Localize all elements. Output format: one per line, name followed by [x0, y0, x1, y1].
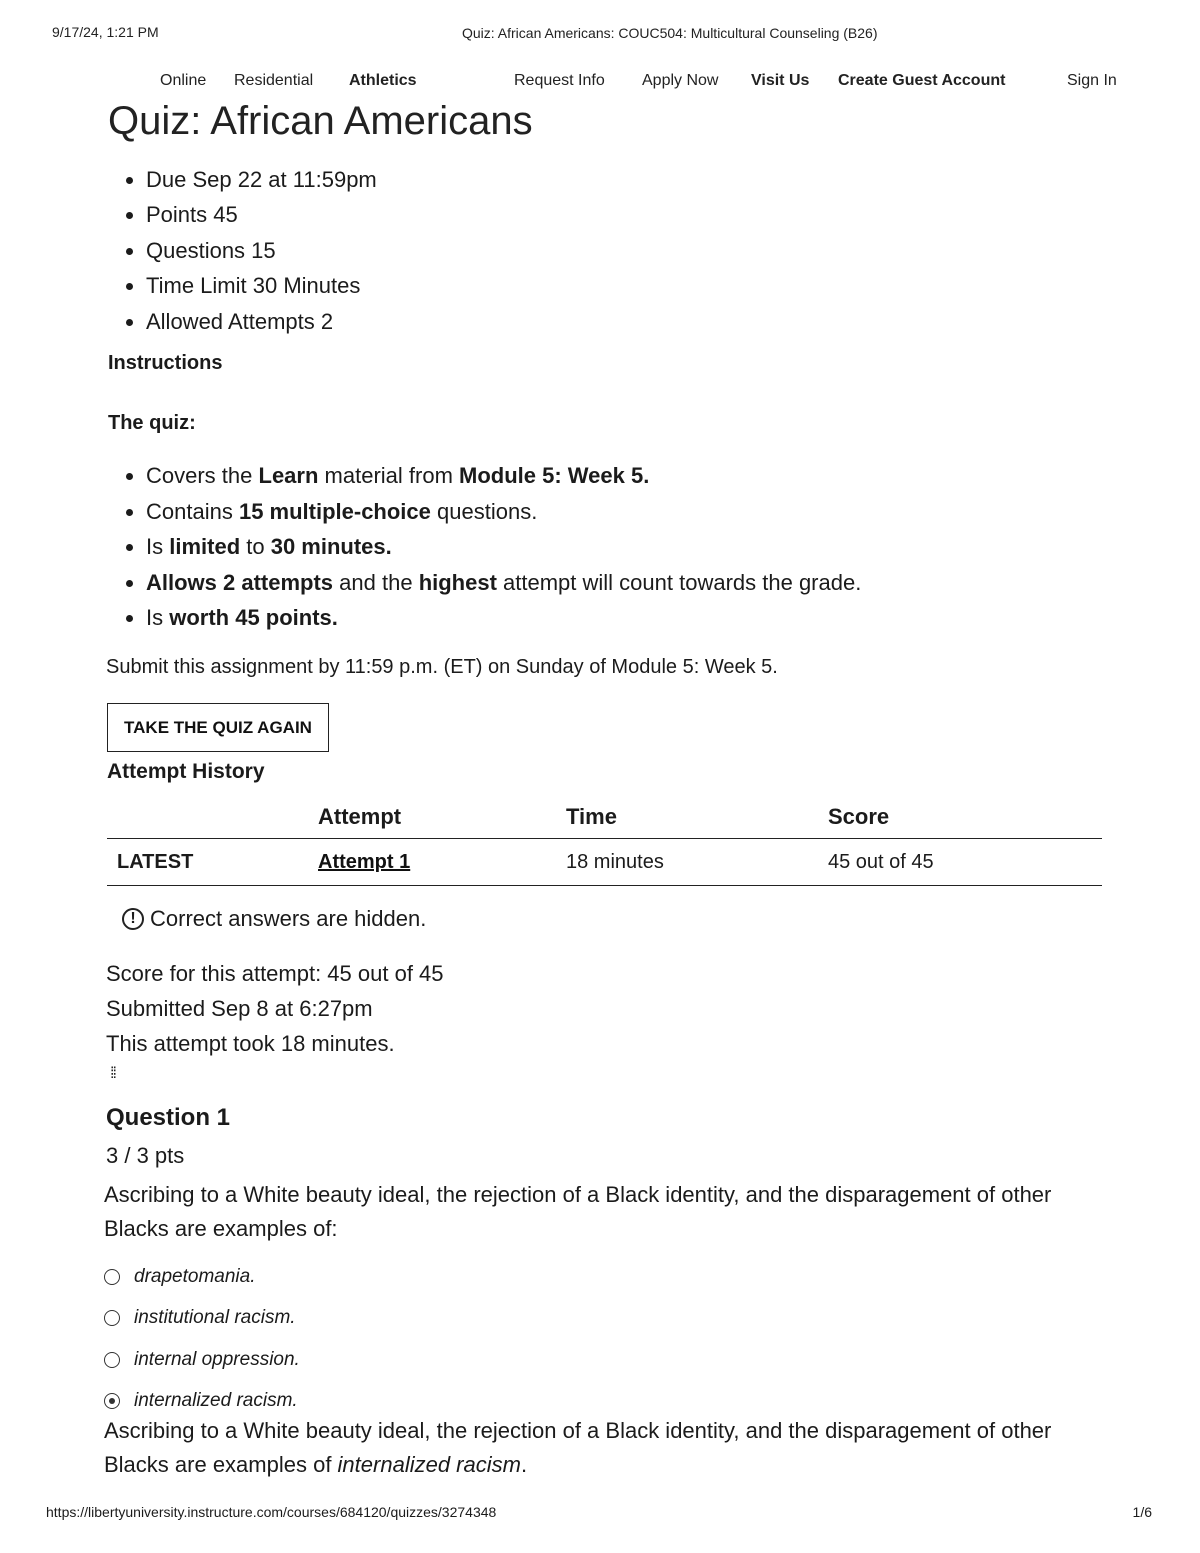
question-title: Question 1 [106, 1104, 231, 1131]
top-navigation [160, 72, 1130, 96]
instructions-list [108, 460, 861, 638]
nav-sign-in[interactable]: Sign In [1067, 72, 1117, 89]
print-page-title: Quiz: African Americans: COUC504: Multicultural Counseling (B26) [462, 25, 878, 41]
nav-visit-us[interactable]: Visit Us [751, 72, 810, 89]
instruction-item: • Is limited to 30 minutes. [146, 531, 861, 567]
attempt-score-text: Score for this attempt: 45 out of 45 [106, 961, 444, 986]
nav-online[interactable]: Online [160, 72, 207, 89]
answer-option[interactable] [104, 1298, 300, 1340]
answer-label: institutional racism. [134, 1307, 296, 1329]
attempt-duration-text: This attempt took 18 minutes. [106, 1031, 395, 1056]
nav-athletics[interactable]: Athletics [349, 72, 417, 89]
take-quiz-again-button[interactable]: TAKE THE QUIZ AGAIN [107, 703, 329, 752]
page-title: Quiz: African Americans [108, 99, 533, 143]
radio-button[interactable] [104, 1310, 120, 1326]
instruction-item: • Contains 15 multiple-choice questions. [146, 496, 861, 532]
col-time-header: Time [566, 804, 617, 829]
instructions-heading: Instructions [108, 352, 223, 374]
radio-button-selected[interactable] [104, 1393, 120, 1409]
quiz-details-list [108, 164, 377, 341]
nav-create-guest-account[interactable]: Create Guest Account [838, 72, 1006, 89]
nav-residential[interactable]: Residential [234, 72, 314, 89]
answer-label: drapetomania. [134, 1265, 256, 1287]
attempt-history-table [107, 800, 1102, 886]
detail-points: • Points 45 [146, 199, 377, 234]
table-row [107, 839, 1102, 886]
print-datetime: 9/17/24, 1:21 PM [52, 24, 159, 40]
print-page-number: 1/6 [1132, 1504, 1152, 1520]
detail-questions: • Questions 15 [146, 235, 377, 270]
col-score-header: Score [828, 804, 890, 829]
answer-label: internal oppression. [134, 1348, 300, 1370]
radio-button[interactable] [104, 1352, 120, 1368]
attempt-submitted-text: Submitted Sep 8 at 6:27pm [106, 996, 373, 1021]
detail-time-limit: • Time Limit 30 Minutes [146, 270, 377, 305]
detail-allowed-attempts: • Allowed Attempts 2 [146, 306, 377, 341]
answer-label: internalized racism. [134, 1390, 298, 1412]
answer-option[interactable] [104, 1256, 300, 1298]
instruction-item: • Is worth 45 points. [146, 602, 861, 638]
instruction-item: • Covers the Learn material from Module 5: Week 5. [146, 460, 861, 496]
col-attempt-header: Attempt [318, 804, 402, 829]
submit-deadline-note: Submit this assignment by 11:59 p.m. (ET) on Sunday of Module 5: Week 5. [106, 656, 778, 678]
question-feedback: Ascribing to a White beauty ideal, the rejection of a Black identity, and the disparagement of other Blacks are examples of internalized racism. [104, 1418, 1052, 1477]
instructions-intro: The quiz: [108, 412, 196, 434]
answers-hidden-text: Correct answers are hidden. [150, 906, 427, 931]
print-url: https://libertyuniversity.instructure.com/courses/684120/quizzes/3274348 [46, 1504, 497, 1520]
answer-option[interactable] [104, 1339, 300, 1381]
drag-handle-icon[interactable]: ⁞⁞ [110, 1065, 115, 1082]
attempt-time: 18 minutes [566, 851, 664, 873]
question-points: 3 / 3 pts [106, 1143, 185, 1168]
table-header-row [107, 800, 1102, 839]
attempt-history-heading: Attempt History [107, 760, 265, 783]
answer-options [104, 1256, 300, 1422]
attempt-1-link[interactable]: Attempt 1 [318, 851, 411, 873]
nav-apply-now[interactable]: Apply Now [642, 72, 719, 89]
nav-request-info[interactable]: Request Info [514, 72, 605, 89]
question-text: Ascribing to a White beauty ideal, the rejection of a Black identity, and the disparagement of other Blacks are examples of: [104, 1182, 1052, 1241]
latest-tag: LATEST [117, 851, 194, 873]
exclamation-icon: ! [122, 908, 144, 930]
attempt-score: 45 out of 45 [828, 851, 934, 873]
instruction-item: • Allows 2 attempts and the highest attempt will count towards the grade. [146, 567, 861, 603]
attempt-stats [106, 958, 444, 1063]
answers-hidden-note [122, 906, 426, 932]
detail-due: • Due Sep 22 at 11:59pm [146, 164, 377, 199]
radio-button[interactable] [104, 1269, 120, 1285]
